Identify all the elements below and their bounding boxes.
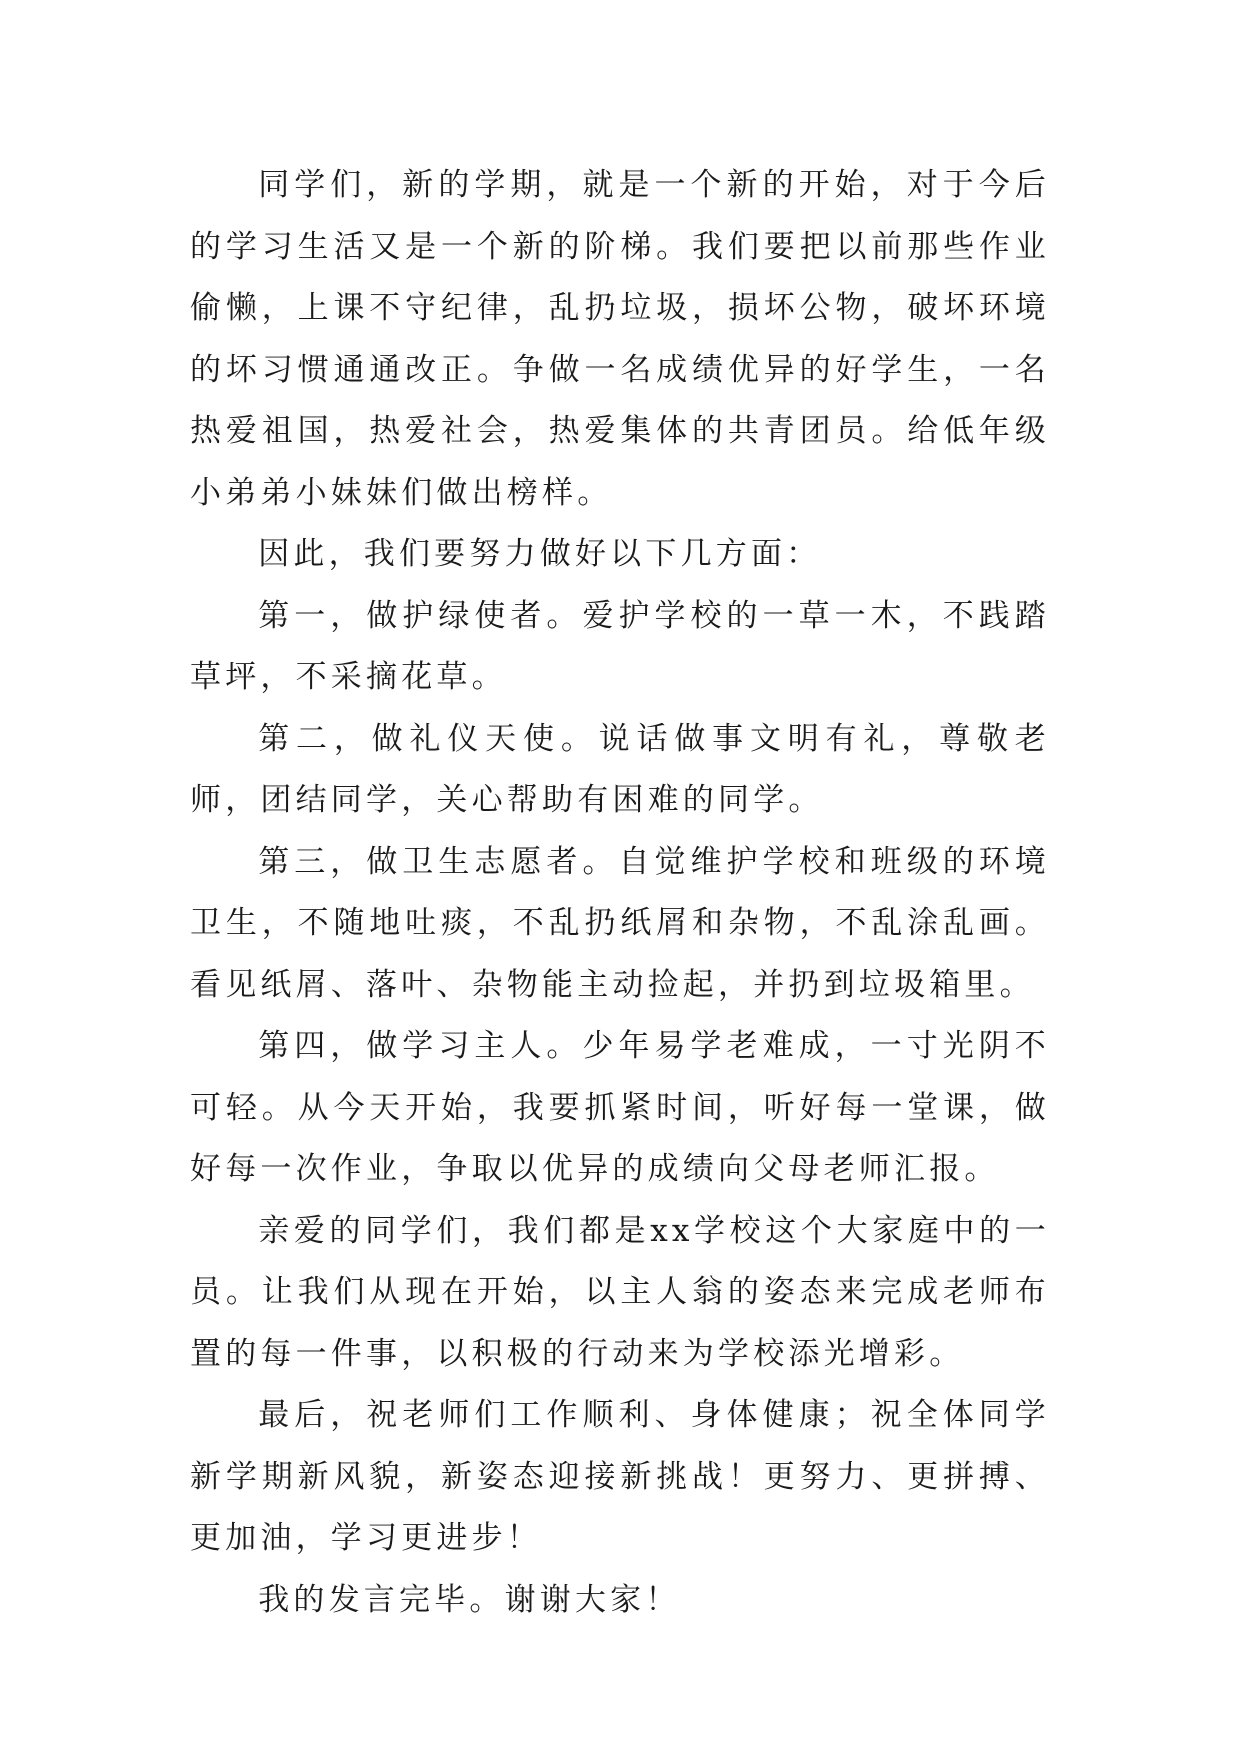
paragraph-point-one: 第一，做护绿使者。爱护学校的一草一木，不践踏草坪，不采摘花草。 [190,597,1050,695]
paragraph-wishes: 最后，祝老师们工作顺利、身体健康；祝全体同学新学期新风貌，新姿态迎接新挑战！更努力、更拼搏、更加油，学习更进步！ [190,1397,1050,1556]
paragraph-point-three: 第三，做卫生志愿者。自觉维护学校和班级的环境卫生，不随地吐痰，不乱扔纸屑和杂物，不乱涂乱画。看见纸屑、落叶、杂物能主动捡起，并扔到垃圾箱里。 [190,843,1050,1003]
paragraph-appeal: 亲爱的同学们，我们都是xx学校这个大家庭中的一员。让我们从现在开始，以主人翁的姿态来完成老师布置的每一件事，以积极的行动来为学校添光增彩。 [190,1212,1050,1372]
paragraph-opening: 同学们，新的学期，就是一个新的开始，对于今后的学习生活又是一个新的阶梯。我们要把以前那些作业偷懒，上课不守纪律，乱扔垃圾，损坏公物，破坏环境的坏习惯通通改正。争做一名成绩优异的好学生，一名热爱祖国，热爱社会，热爱集体的共青团员。给低年级小弟弟小妹妹们做出榜样。 [190,167,1050,511]
paragraph-point-four: 第四，做学习主人。少年易学老难成，一寸光阴不可轻。从今天开始，我要抓紧时间，听好每一堂课，做好每一次作业，争取以优异的成绩向父母老师汇报。 [190,1028,1050,1187]
speech-body [190,155,1050,1631]
paragraph-closing: 我的发言完毕。谢谢大家！ [258,1581,681,1618]
paragraph-intro-points: 因此，我们要努力做好以下几方面： [258,536,822,572]
paragraph-point-two: 第二，做礼仪天使。说话做事文明有礼，尊敬老师，团结同学，关心帮助有困难的同学。 [190,720,1050,818]
